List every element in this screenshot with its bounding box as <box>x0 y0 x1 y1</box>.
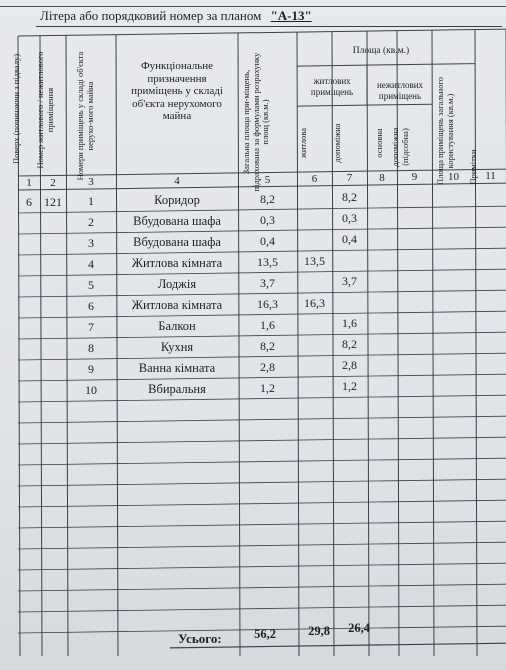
cell-aux: 8,2 <box>342 337 357 352</box>
cell-room: 3 <box>88 235 94 250</box>
header-function: Функціональне призначення приміщень у складі об'єкта нерухомого майна <box>131 60 223 122</box>
cell-total: 1,6 <box>260 317 275 332</box>
cell-function: Житлова кімната <box>131 297 223 312</box>
header-living-main: житлова <box>298 127 308 159</box>
cell-function: Коридор <box>154 192 200 207</box>
header-total-area: Загальна площа при-міщень, підрахована за формулами розрахунку площ (кв.м.) <box>241 52 270 192</box>
column-number: 11 <box>485 170 496 183</box>
row-line <box>18 563 506 570</box>
litera-value: "А-13" <box>270 8 312 23</box>
row-line <box>18 500 506 507</box>
header-common-area: Площа приміщень загального користування (кв.м.) <box>435 77 455 185</box>
column-number: 5 <box>264 173 271 186</box>
cell-aux: 3,7 <box>342 274 357 289</box>
header-living-group: житлових приміщень <box>310 76 354 97</box>
cell-room: 5 <box>88 277 94 292</box>
totals-aux-area: 26,4 <box>348 621 370 635</box>
column-number: 4 <box>174 174 180 187</box>
header-nonliving-group: нежитлових приміщень <box>376 80 424 101</box>
column-number: 6 <box>311 172 318 185</box>
cell-function: Вбудована шафа <box>133 234 221 249</box>
cell-function: Ванна кімната <box>138 360 216 375</box>
row-line <box>18 437 506 444</box>
cell-total: 1,2 <box>260 380 275 395</box>
row-line <box>18 542 506 549</box>
cell-aux: 0,4 <box>342 232 357 247</box>
cell-floor: 6 <box>26 194 32 209</box>
header-nonliving-main: основна <box>374 128 384 158</box>
cell-function: Вбиральня <box>148 381 206 396</box>
area-subgroup-line <box>297 104 432 106</box>
row-line <box>18 521 506 528</box>
cell-function: Кухня <box>160 339 194 354</box>
cell-total: 3,7 <box>260 275 275 290</box>
cell-unit: 121 <box>44 194 62 209</box>
header-unit-number: Номер житлового / нежитлового приміщення <box>35 51 55 169</box>
header-top-line <box>18 29 506 36</box>
column-number: 9 <box>411 171 418 184</box>
column-number: 8 <box>379 171 385 184</box>
cell-total: 13,5 <box>257 254 278 269</box>
cell-room: 10 <box>85 382 97 397</box>
cell-total: 0,3 <box>260 212 275 227</box>
cell-aux: 8,2 <box>342 190 357 205</box>
cell-function: Лоджія <box>157 276 197 291</box>
cell-total: 8,2 <box>260 338 275 353</box>
cell-total: 8,2 <box>260 191 275 206</box>
cell-function: Житлова кімната <box>131 255 223 270</box>
cell-total: 0,4 <box>260 233 275 248</box>
cell-room: 9 <box>88 361 94 376</box>
totals-total-area: 56,2 <box>254 627 276 641</box>
cell-function: Вбудована шафа <box>133 213 221 228</box>
column-number: 2 <box>50 176 56 189</box>
row-line <box>18 584 506 591</box>
cell-function: Балкон <box>158 318 196 333</box>
cell-total: 16,3 <box>257 296 278 311</box>
grid-column-line <box>432 30 434 656</box>
cell-aux: 2,8 <box>342 358 357 373</box>
column-number: 7 <box>346 172 353 185</box>
row-line <box>18 458 506 465</box>
cell-living: 13,5 <box>304 253 325 268</box>
header-floor: Поверх (починаючи з підвалу) <box>11 53 21 165</box>
header-living-aux: допоміжна <box>332 123 342 163</box>
cell-room: 6 <box>88 298 94 313</box>
area-group-line <box>297 64 475 66</box>
cell-room: 7 <box>88 319 94 334</box>
header-area-group: Площа (кв.м.) <box>352 46 410 56</box>
header-notes: Примітки <box>468 149 478 185</box>
totals-living-area: 29,8 <box>308 624 330 638</box>
cell-room: 1 <box>88 193 94 208</box>
grid-column-line <box>475 30 477 656</box>
litera-label: Літера або порядковий номер за планом <box>40 8 262 23</box>
cell-aux: 1,2 <box>342 379 357 394</box>
totals-label: Усього: <box>178 631 222 646</box>
header-room-number: Номери приміщень у складі об'єкта нерухо-мого майна <box>75 51 95 181</box>
cell-room: 2 <box>88 214 94 229</box>
row-line <box>18 605 506 612</box>
column-number: 3 <box>88 175 94 188</box>
column-number: 1 <box>26 176 32 189</box>
column-number: 10 <box>448 170 459 183</box>
cell-total: 2,8 <box>260 359 275 374</box>
cell-aux: 1,6 <box>342 316 357 331</box>
cell-aux: 0,3 <box>342 211 357 226</box>
header-nonliving-aux: допоміжна (підсобна) <box>390 127 410 167</box>
cell-living: 16,3 <box>304 295 325 310</box>
cell-room: 4 <box>88 256 94 271</box>
grid-column-line <box>367 31 369 656</box>
cell-room: 8 <box>88 340 94 355</box>
row-line <box>18 479 506 486</box>
